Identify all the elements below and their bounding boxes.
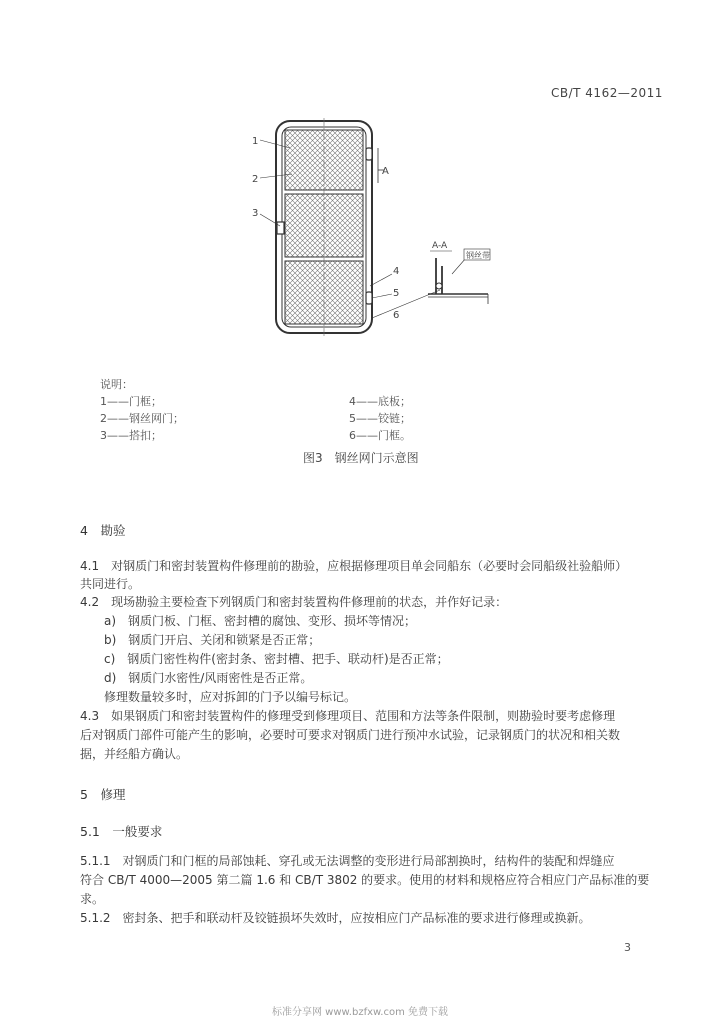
section-4-title: 4 勘验	[80, 523, 126, 538]
figure-label-6: 6	[393, 310, 400, 321]
legend-left-2: 2——钢丝网门；	[100, 412, 184, 425]
section-5-title: 5 修理	[80, 787, 126, 802]
clause-4-2-item-a: a) 钢质门板、门框、密封槽的腐蚀、变形、损坏等情况；	[104, 614, 417, 628]
figure-label-5: 5	[393, 288, 400, 299]
figure-label-3: 3	[252, 208, 259, 219]
clause-4-2-note: 修理数量较多时，应对拆卸的门予以编号标记。	[104, 690, 357, 704]
hinge-lower	[366, 292, 372, 304]
legend-left-3: 3——搭扣；	[100, 429, 162, 442]
clause-4-1-line-1: 4.1 对钢质门和密封装置构件修理前的勘验，应根据修理项目单会同船东（必要时会同船级社验船师）	[80, 559, 628, 573]
figure-label-2: 2	[252, 174, 259, 185]
page-number: 3	[624, 941, 631, 954]
legend-title: 说明：	[100, 378, 133, 391]
steel-mesh-door-figure	[240, 118, 500, 338]
clause-4-3-line-3: 据，并经船方确认。	[80, 747, 189, 761]
figure-label-1: 1	[252, 136, 259, 147]
clause-4-2-item-d: d) 钢质门水密性/风雨密性是否正常。	[104, 671, 313, 685]
clause-4-1-line-2: 共同进行。	[80, 577, 141, 591]
detail-title: A-A	[432, 241, 448, 251]
hasp	[277, 222, 284, 234]
legend-right-6: 6——门框。	[349, 429, 411, 442]
clause-4-2: 4.2 现场勘验主要检查下列钢质门和密封装置构件修理前的状态，并作好记录：	[80, 595, 508, 609]
figure-caption: 图3 钢丝网门示意图	[303, 451, 419, 465]
legend-right-4: 4——底板；	[349, 395, 411, 408]
clause-5-1-title: 5.1 一般要求	[80, 824, 163, 839]
legend-left-1: 1——门框；	[100, 395, 162, 408]
clause-5-1-1-line-2: 符合 CB/T 4000—2005 第二篇 1.6 和 CB/T 3802 的要求。使用的材料和规格应符合相应门产品标准的要	[80, 873, 650, 887]
clause-4-2-item-b: b) 钢质门开启、关闭和锁紧是否正常；	[104, 633, 321, 647]
figure-label-4: 4	[393, 266, 400, 277]
hinge-upper	[366, 148, 372, 160]
clause-4-3-line-1: 4.3 如果钢质门和密封装置构件的修理受到修理项目、范围和方法等条件限制，则勘验时要考虑修理	[80, 709, 616, 723]
clause-5-1-2: 5.1.2 密封条、把手和联动杆及铰链损坏失效时，应按相应门产品标准的要求进行修理或换新。	[80, 911, 591, 925]
clause-5-1-1-line-1: 5.1.1 对钢质门和门框的局部蚀耗、穿孔或无法调整的变形进行局部割换时，结构件的装配和焊缝应	[80, 854, 615, 868]
footer-watermark: 标准分享网 www.bzfxw.com 免费下载	[272, 1007, 448, 1018]
clause-4-3-line-2: 后对钢质门部件可能产生的影响，必要时可要求对钢质门进行预冲水试验，记录钢质门的状况和相关数	[80, 728, 621, 742]
clause-5-1-1-line-3: 求。	[80, 892, 105, 906]
legend-right-5: 5——铰链；	[349, 412, 411, 425]
clause-4-2-item-c: c) 钢质门密性构件(密封条、密封槽、把手、联动杆)是否正常；	[104, 652, 449, 666]
standard-number: CB/T 4162—2011	[551, 86, 663, 100]
detail-label: 钢丝带	[466, 251, 490, 260]
section-mark-a: A	[382, 166, 389, 177]
section-detail-a-a	[428, 258, 488, 304]
